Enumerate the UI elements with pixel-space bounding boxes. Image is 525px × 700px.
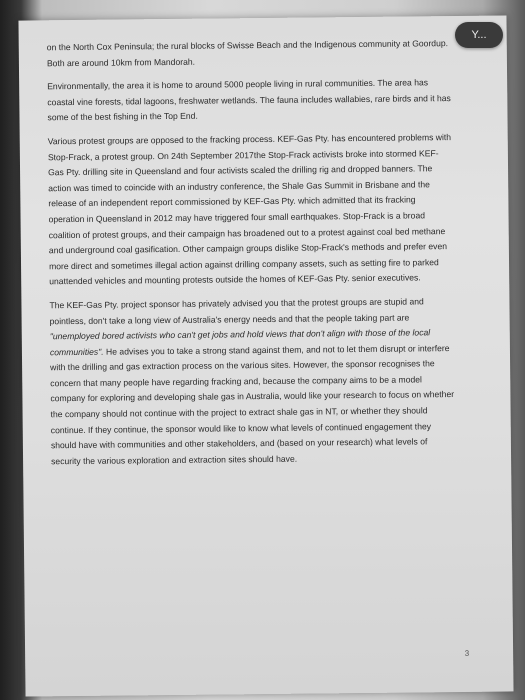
paragraph-text: The KEF-Gas Pty. project sponsor has privately advised you that the protest groups are stupid and pointless, don't take a long view of Australia's energy needs and that the people taking part are — [49, 296, 424, 326]
overlay-user-button[interactable]: Y... — [455, 22, 503, 48]
paragraph-environment — [47, 75, 452, 126]
paragraph-text: Various protest groups are opposed to the fracking process. KEF-Gas Pty. has encountered problems with Stop-Frack, a protest group. On 24th September 2017the Stop-Frack activists broke into stormed KEF-Gas Pty. drilling site in Queensland and four activists scaled the drilling rig and dropped banners. The action was timed to coincide with an industry conference, the Shale Gas Summit in Brisbane and the release of an independent report commissioned by KEF-Gas Pty. which admitted that its fracking operation in Queensland in 2012 may have triggered four small earthquakes. Stop-Frack is a broad coalition of protest groups, and their campaign has broadened out to a protest against coal bed methane and underground coal gasification. Other campaign groups dislike Stop-Frack's methods and prefer even more direct and sometimes illegal action against drilling company assets, such as setting fire to parked unattended vehicles and mounting protests outside the homes of KEF-Gas Pty. senior executives. — [47, 132, 452, 287]
document-page — [18, 15, 513, 696]
paragraph-project-sponsor — [49, 294, 456, 470]
paragraph-text: on the North Cox Peninsula; the rural blocks of Swisse Beach and the Indigenous community at Goordup. Both are around 10km from Mandorah. — [46, 38, 449, 68]
paragraph-text: Environmentally, the area it is home to around 5000 people living in rural communities. The area has coastal vine forests, tidal lagoons, freshwater wetlands. The fauna includes wallabies, rare birds and it has some of the best fishing in the Top End. — [47, 77, 451, 123]
paragraph-location — [47, 36, 452, 71]
paragraph-protest-groups — [48, 130, 455, 290]
page-number: 3 — [464, 648, 470, 658]
document-body — [47, 36, 457, 478]
paragraph-text: He advises you to take a strong stand against them, and not to let them disrupt or interfere with the drilling and gas extraction process on the various sites. However, the sponsor recognises the concern that many people have regarding fracking and, because the company aims to be a model company for exploring and developing shale gas in Australia, would like your research to focus on whether the company should not continue with the project to extract shale gas in NT, or whether they should continue. If they continue, the sponsor would like to know what levels of continued engagement they should have with communities and other stakeholders, and (based on your research) what levels of security the various exploration and extraction sites should have. — [50, 342, 455, 467]
paragraph-quote: "unemployed bored activists who can't get jobs and hold views that don't align with those of the local communities". — [49, 327, 431, 357]
